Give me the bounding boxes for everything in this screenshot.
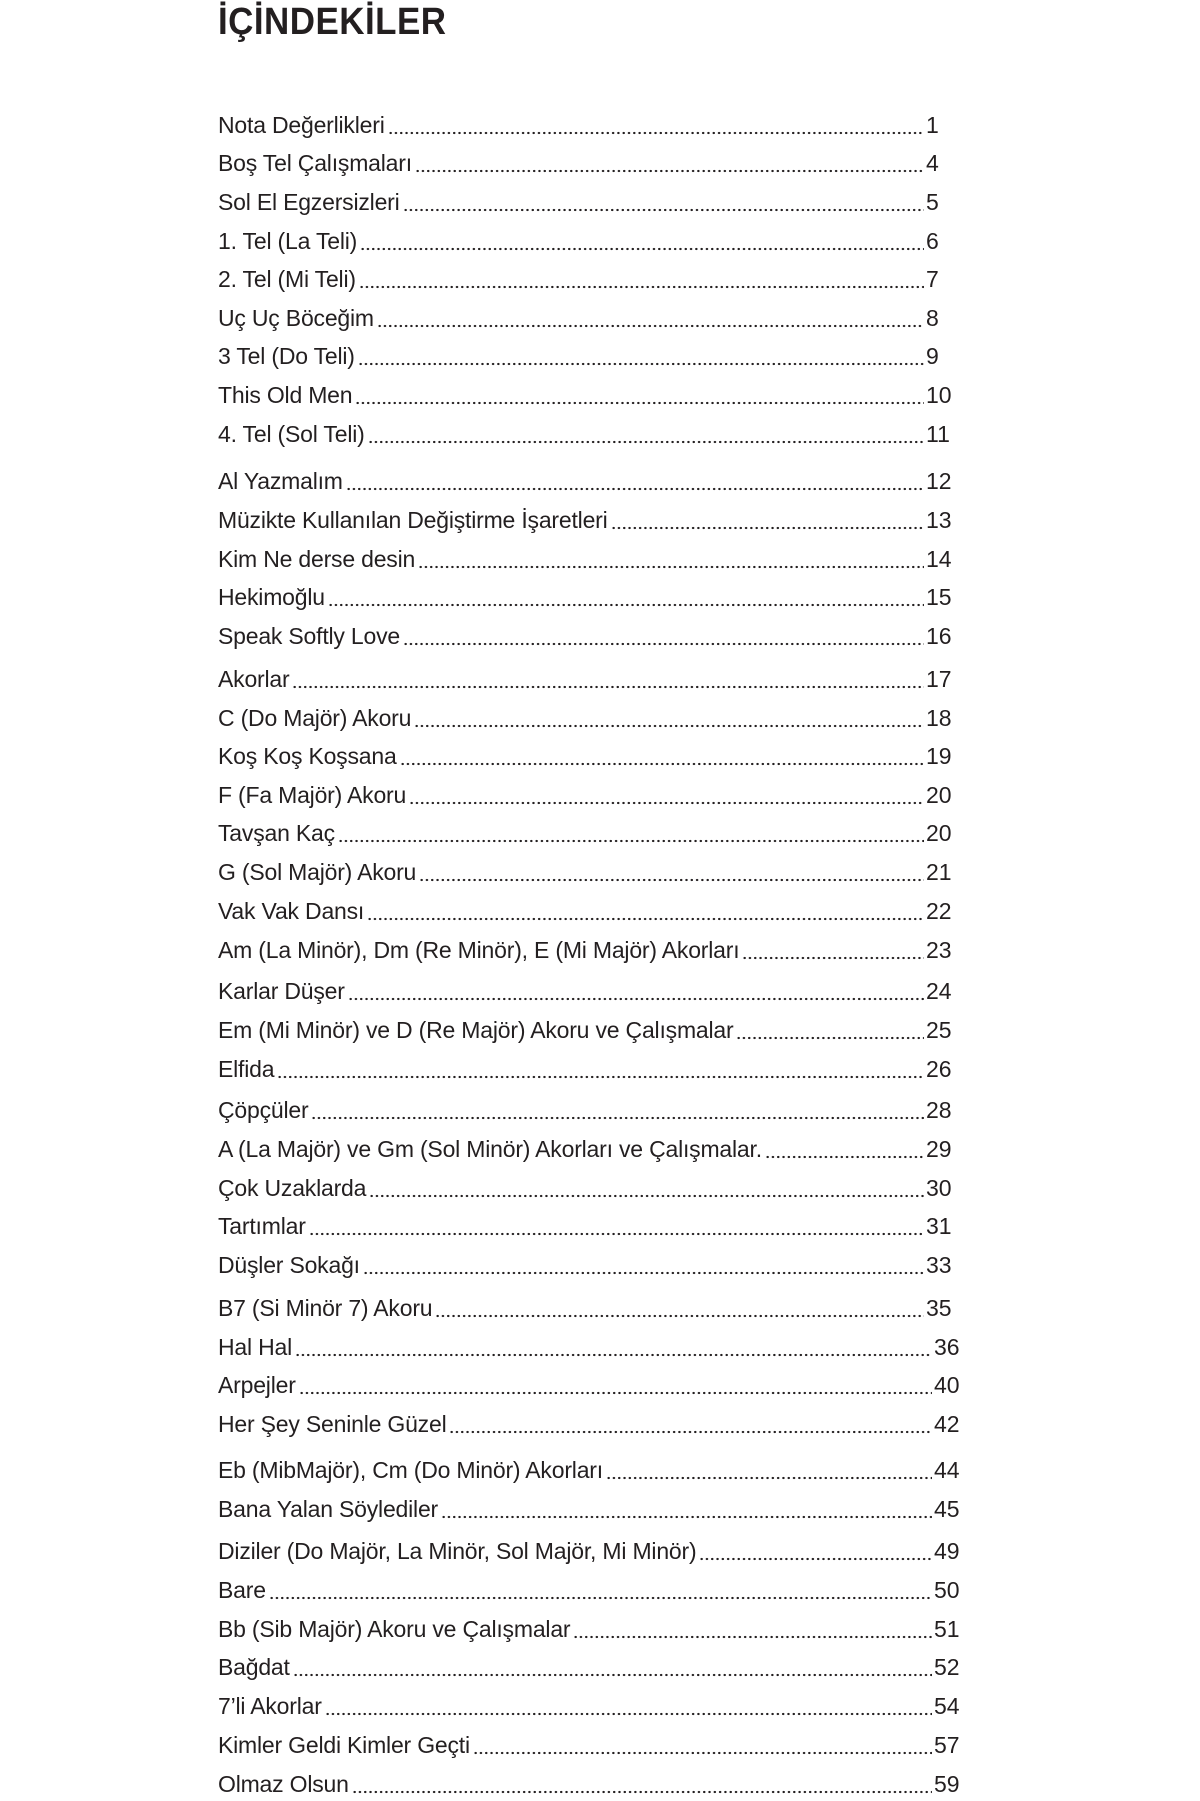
toc-entry-page-number: 7 [926,266,939,292]
toc-entry-page-number: 45 [934,1496,960,1522]
toc-entry-page-number: 10 [926,382,952,408]
toc-entry-title: Müzikte Kullanılan Değiştirme İşaretleri [218,507,608,533]
toc-entry-page-number: 44 [934,1457,960,1483]
toc-entry[interactable] [218,1573,962,1607]
toc-entry-title: Akorlar [218,666,290,692]
toc-entry-title: Bare [218,1577,266,1603]
toc-entry-title: Bana Yalan Söylediler [218,1496,438,1522]
toc-entry-title: 2. Tel (Mi Teli) [218,266,356,292]
toc-entry-page-number: 29 [926,1136,952,1162]
dot-leader [269,1573,932,1607]
toc-entry-page-number: 51 [934,1616,960,1642]
toc-entry-page-number: 24 [926,978,952,1004]
toc-entry-title: Kim Ne derse desin [218,546,416,572]
toc-entry-title: Tartımlar [218,1213,306,1239]
toc-entry-title: Al Yazmalım [218,468,343,494]
toc-entry-page-number: 57 [934,1732,960,1758]
toc-entry[interactable] [218,855,954,889]
toc-entry-page-number: 36 [934,1334,960,1360]
dot-leader [292,662,924,696]
toc-entry-title: Her Şey Seninle Güzel [218,1411,447,1437]
toc-entry-page-number: 35 [926,1295,952,1321]
toc-entry-page-number: 11 [926,421,950,447]
toc-entry-page-number: 15 [926,584,952,610]
dot-leader [400,739,924,773]
toc-entry-title: Boş Tel Çalışmaları [218,150,412,176]
dot-leader [419,855,924,889]
toc-entry-title: Speak Softly Love [218,623,400,649]
toc-entry-title: Em (Mi Minör) ve D (Re Majör) Akoru ve Çalışmalar [218,1017,734,1043]
toc-entry[interactable] [218,1368,962,1402]
toc-entry[interactable] [218,1093,954,1127]
dot-leader [338,816,924,850]
dot-leader [369,1171,924,1205]
dot-leader [388,108,924,142]
toc-entry-title: B7 (Si Minör 7) Akoru [218,1295,433,1321]
toc-entry[interactable] [218,619,954,653]
toc-entry[interactable] [218,1248,954,1282]
toc-entry-page-number: 59 [934,1771,960,1797]
toc-entry-title: Am (La Minör), Dm (Re Minör), E (Mi Majör) Akorları [218,937,740,963]
toc-entry-title: Vak Vak Dansı [218,898,365,924]
table-of-contents [218,0,988,1800]
toc-entry[interactable] [218,933,954,967]
toc-entry-page-number: 14 [926,546,952,572]
toc-entry[interactable] [218,417,954,451]
toc-entry-page-number: 20 [926,820,952,846]
toc-entry-page-number: 9 [926,343,939,369]
toc-entry-page-number: 19 [926,743,952,769]
toc-entry-page-number: 8 [926,305,939,331]
dot-leader [449,1407,932,1441]
dot-leader [414,701,924,735]
dot-leader [299,1368,932,1402]
dot-leader [367,894,924,928]
toc-entry-title: Sol El Egzersizleri [218,189,400,215]
toc-entry[interactable] [218,1492,962,1526]
toc-entry-page-number: 1 [926,112,939,138]
toc-entry-title: Çok Uzaklarda [218,1175,367,1201]
dot-leader [368,417,924,451]
toc-entry[interactable] [218,1728,962,1762]
toc-entry-page-number: 26 [926,1056,952,1082]
toc-entry-page-number: 13 [926,507,952,533]
toc-entry-page-number: 4 [926,150,939,176]
toc-entry-title: Kimler Geldi Kimler Geçti [218,1732,470,1758]
toc-entry-page-number: 42 [934,1411,960,1437]
toc-entry[interactable] [218,1330,962,1364]
toc-entry[interactable] [218,1689,962,1723]
dot-leader [328,580,924,614]
toc-entry-page-number: 18 [926,705,952,731]
toc-entry-page-number: 21 [926,859,952,885]
toc-entry[interactable] [218,378,954,412]
dot-leader [295,1330,932,1364]
dot-leader [742,933,924,967]
toc-entry[interactable] [218,816,954,850]
dot-leader [358,339,924,373]
toc-entry[interactable] [218,1132,954,1166]
toc-entry-title: Çöpçüler [218,1097,309,1123]
toc-entry-page-number: 28 [926,1097,952,1123]
toc-entry-title: A (La Majör) ve Gm (Sol Minör) Akorları ve Çalışmalar. [218,1136,762,1162]
dot-leader [360,224,924,258]
toc-entry-title: Olmaz Olsun [218,1771,349,1797]
toc-entry-page-number: 22 [926,898,952,924]
toc-entry[interactable] [218,262,954,296]
toc-entry-title: Arpejler [218,1372,296,1398]
toc-entry-title: This Old Men [218,382,353,408]
toc-entry-page-number: 52 [934,1654,960,1680]
toc-entry[interactable] [218,1209,954,1243]
toc-entry-page-number: 50 [934,1577,960,1603]
toc-entry-page-number: 23 [926,937,952,963]
toc-entry-page-number: 54 [934,1693,960,1719]
toc-entry[interactable] [218,1052,954,1086]
toc-entry-title: Hal Hal [218,1334,293,1360]
dot-leader [346,464,924,498]
toc-entry-title: Elfida [218,1056,275,1082]
dot-leader [325,1689,932,1723]
toc-entry[interactable] [218,1767,962,1801]
dot-leader [311,1093,924,1127]
dot-leader [277,1052,924,1086]
dot-leader [363,1248,924,1282]
toc-entry-title: Düşler Sokağı [218,1252,360,1278]
dot-leader [348,974,924,1008]
toc-entry[interactable] [218,662,954,696]
toc-entry[interactable] [218,1291,954,1325]
toc-entry-title: 1. Tel (La Teli) [218,228,358,254]
dot-leader [736,1013,924,1047]
toc-entry-title: F (Fa Majör) Akoru [218,782,407,808]
toc-entry-page-number: 12 [926,468,952,494]
dot-leader [309,1209,924,1243]
toc-entry[interactable] [218,464,954,498]
toc-entry-page-number: 17 [926,666,952,692]
toc-entry[interactable] [218,1407,962,1441]
toc-entry-title: 4. Tel (Sol Teli) [218,421,365,447]
toc-entry-page-number: 6 [926,228,939,254]
dot-leader [415,146,924,180]
toc-entry-title: Diziler (Do Majör, La Minör, Sol Majör, Mi Minör) [218,1538,697,1564]
dot-leader [352,1767,932,1801]
toc-entry-page-number: 16 [926,623,952,649]
toc-entry-title: Uç Uç Böceğim [218,305,374,331]
toc-entry[interactable] [218,739,954,773]
toc-entry[interactable] [218,1453,962,1487]
toc-entry[interactable] [218,1650,962,1684]
toc-entry-page-number: 20 [926,782,952,808]
dot-leader [355,378,924,412]
dot-leader [606,1453,932,1487]
toc-entry-page-number: 25 [926,1017,952,1043]
toc-entry-page-number: 31 [926,1213,952,1239]
toc-entry[interactable] [218,580,954,614]
dot-leader [611,503,924,537]
toc-entry[interactable] [218,339,954,373]
dot-leader [418,542,924,576]
toc-entry-title: C (Do Majör) Akoru [218,705,412,731]
toc-entry-title: Tavşan Kaç [218,820,335,846]
dot-leader [359,262,924,296]
page-title: İÇİNDEKİLER [218,1,447,43]
toc-entry[interactable] [218,542,954,576]
toc-entry-page-number: 40 [934,1372,960,1398]
toc-entry-title: Bb (Sib Majör) Akoru ve Çalışmalar [218,1616,571,1642]
toc-entry[interactable] [218,108,954,142]
toc-entry-title: 7’li Akorlar [218,1693,322,1719]
toc-entry-page-number: 5 [926,189,939,215]
toc-entry-title: G (Sol Majör) Akoru [218,859,417,885]
dot-leader [377,301,924,335]
toc-entry-title: Koş Koş Koşsana [218,743,397,769]
toc-entry-title: Karlar Düşer [218,978,345,1004]
toc-entry[interactable] [218,1171,954,1205]
toc-entry[interactable] [218,146,954,180]
toc-entry[interactable] [218,503,954,537]
dot-leader [441,1492,932,1526]
dot-leader [435,1291,924,1325]
toc-entry-page-number: 49 [934,1538,960,1564]
dot-leader [403,185,924,219]
toc-entry-title: Eb (MibMajör), Cm (Do Minör) Akorları [218,1457,603,1483]
toc-entry[interactable] [218,1013,954,1047]
toc-entry[interactable] [218,974,954,1008]
dot-leader [765,1132,924,1166]
dot-leader [403,619,924,653]
toc-entry[interactable] [218,778,954,812]
dot-leader [409,778,924,812]
toc-entry[interactable] [218,1612,962,1646]
toc-entry-title: Nota Değerlikleri [218,112,385,138]
dot-leader [293,1650,932,1684]
toc-entry[interactable] [218,185,954,219]
toc-entry[interactable] [218,894,954,928]
toc-entry-title: Hekimoğlu [218,584,325,610]
toc-entry-title: 3 Tel (Do Teli) [218,343,355,369]
toc-entry[interactable] [218,1534,962,1568]
toc-entry[interactable] [218,301,954,335]
toc-entry[interactable] [218,224,954,258]
toc-entry[interactable] [218,701,954,735]
dot-leader [699,1534,932,1568]
toc-entry-title: Bağdat [218,1654,290,1680]
dot-leader [573,1612,932,1646]
toc-entry-page-number: 30 [926,1175,952,1201]
dot-leader [473,1728,932,1762]
toc-entry-page-number: 33 [926,1252,952,1278]
